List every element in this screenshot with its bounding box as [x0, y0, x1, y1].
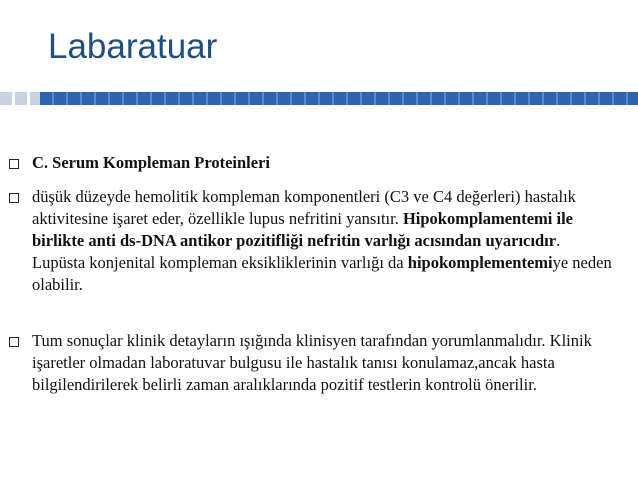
bullet-text-segment: . Lupüsta konjenital kompleman eksikliklerinin varlığı da [32, 231, 561, 272]
bullet-text: Tum sonuçlar klinik detayların ışığında klinisyen tarafından yorumlanmalıdır. Klinik işaretler olmadan laboratuvar bulgusu ile hastalık tanısı konulamaz,ancak hasta bilgilendirilerek belirli zaman aralıklarında pozitif testlerin kontrolü önerilir. [32, 331, 592, 394]
bullet-text [32, 186, 617, 296]
bullet-text [32, 152, 617, 174]
divider-segment [0, 92, 12, 105]
title-divider-bar [0, 92, 42, 105]
bullet-text-segment: ye neden olabilir. [32, 253, 612, 294]
bullet-bold-segment: hipokomplementemi [407, 253, 553, 272]
divider-segment [15, 92, 27, 105]
square-bullet-icon [9, 159, 19, 169]
divider-main-stripe [40, 92, 638, 105]
square-bullet-icon [9, 193, 19, 203]
bullet-text-segment: düşük düzeyde hemolitik kompleman komponentleri (C3 ve C4 değerleri) hastalık aktivitesine işaret eder, özellikle lupus nefritini yansıtır. [32, 187, 576, 228]
divider-light-segments [0, 92, 42, 105]
square-bullet-icon [9, 337, 19, 347]
bullet-bold-segment: Hipokomplamentemi ile birlikte anti ds-DNA antikor pozitifliği nefritin varlığı acısından uyarıcıdır [32, 209, 573, 250]
bullet-bold-heading: C. Serum Kompleman Proteinleri [32, 153, 270, 172]
slide-title: Labaratuar [48, 27, 218, 66]
